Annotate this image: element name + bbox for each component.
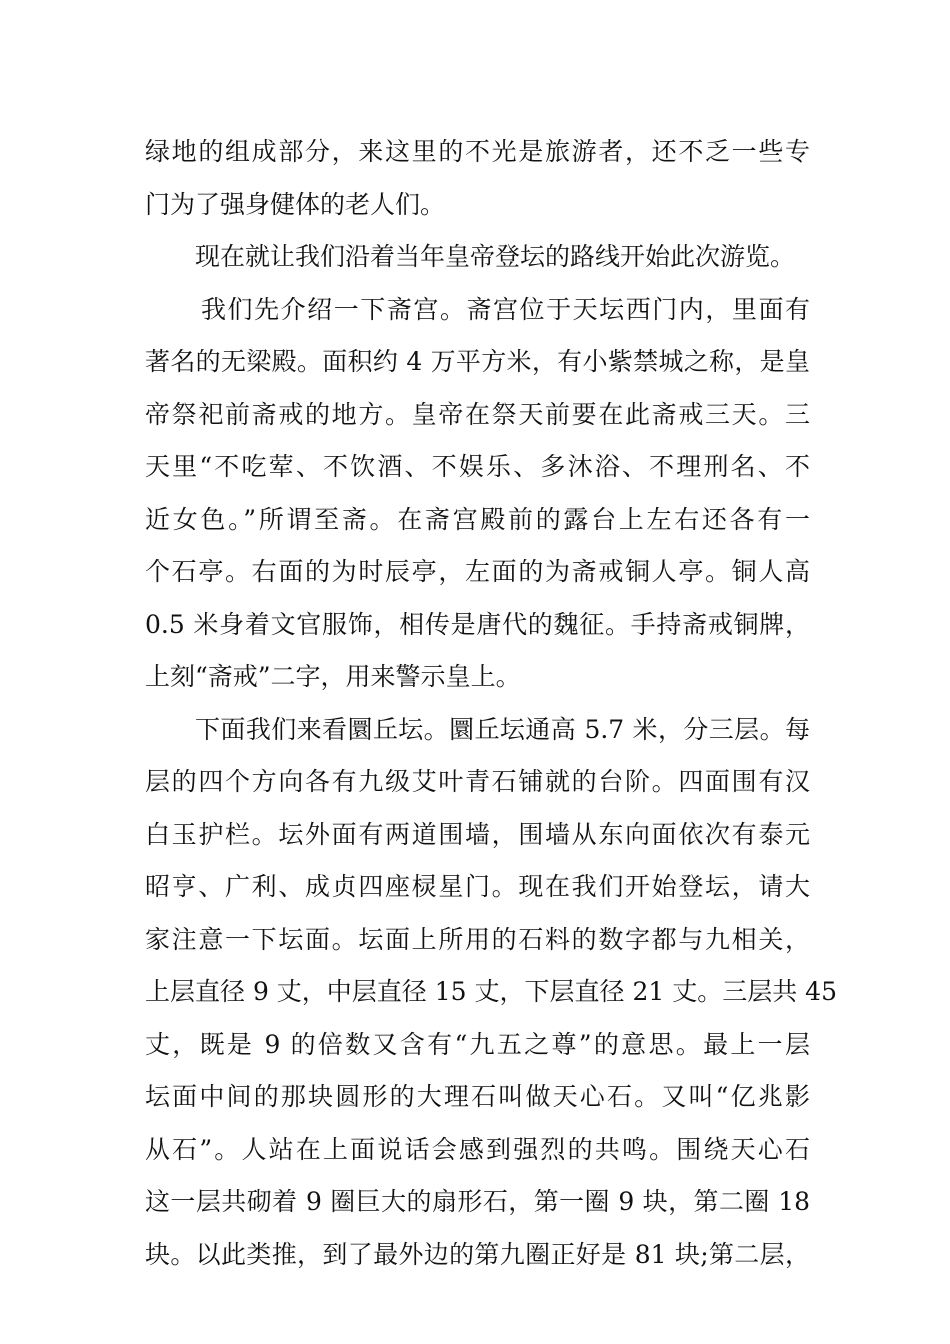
text-line: 昭亨、广利、成贞四座棂星门。现在我们开始登坛，请大 — [145, 872, 810, 901]
text-line: 0.5 米身着文官服饰，相传是唐代的魏征。手持斋戒铜牌， — [145, 609, 810, 639]
paragraph-first-line: 现在就让我们沿着当年皇帝登坛的路线开始此次游览。 — [195, 242, 796, 271]
text-line: 块。以此类推，到了最外边的第九圈正好是 81 块;第二层， — [145, 1239, 810, 1269]
text-line: 层的四个方向各有九级艾叶青石铺就的台阶。四面围有汉 — [145, 767, 810, 796]
text-line: 著名的无梁殿。面积约 4 万平方米，有小紫禁城之称，是皇 — [145, 347, 810, 376]
text-line: 从石”。人站在上面说话会感到强烈的共鸣。围绕天心石 — [145, 1134, 810, 1164]
text-line: 天里“不吃荤、不饮酒、不娱乐、多沐浴、不理刑名、不 — [145, 452, 810, 481]
paragraph-first-line: 下面我们来看圜丘坛。圜丘坛通高 5.7 米，分三层。每 — [195, 714, 810, 744]
text-line: 个石亭。右面的为时辰亭，左面的为斋戒铜人亭。铜人高 — [145, 557, 810, 586]
text-line: 近女色。”所谓至斋。在斋宫殿前的露台上左右还各有一 — [145, 504, 810, 534]
text-line: 家注意一下坛面。坛面上所用的石料的数字都与九相关， — [145, 924, 810, 954]
text-line: 上层直径 9 丈，中层直径 15 丈，下层直径 21 丈。三层共 45 — [145, 977, 837, 1006]
text-line: 坛面中间的那块圆形的大理石叫做天心石。又叫“亿兆影 — [145, 1082, 810, 1111]
text-line: 白玉护栏。坛外面有两道围墙，围墙从东向面依次有泰元 — [145, 819, 810, 849]
text-line: 绿地的组成部分，来这里的不光是旅游者，还不乏一些专 — [145, 137, 810, 166]
text-line: 这一层共砌着 9 圈巨大的扇形石，第一圈 9 块，第二圈 18 — [145, 1187, 810, 1216]
text-line: 帝祭祀前斋戒的地方。皇帝在祭天前要在此斋戒三天。三 — [145, 399, 810, 429]
document-body — [145, 126, 837, 1281]
paragraph-first-line: 我们先介绍一下斋宫。斋宫位于天坛西门内，里面有 — [201, 294, 810, 324]
text-line: 上刻“斋戒”二字，用来警示皇上。 — [145, 662, 521, 691]
text-line: 丈，既是 9 的倍数又含有“九五之尊”的意思。最上一层 — [145, 1029, 810, 1059]
text-line: 门为了强身健体的老人们。 — [145, 189, 446, 219]
